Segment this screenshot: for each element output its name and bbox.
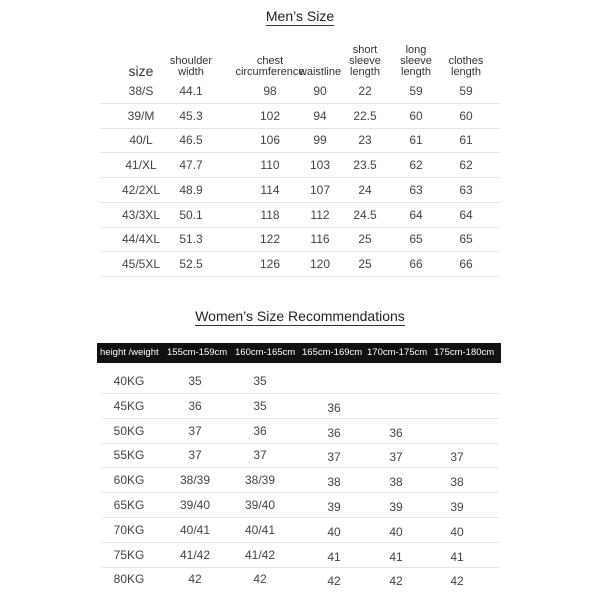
womens-cell: 40KG bbox=[113, 374, 145, 388]
mens-cell: 118 bbox=[260, 207, 280, 222]
womens-cell: 38 bbox=[450, 475, 464, 490]
womens-cell: 41/42 bbox=[179, 547, 211, 562]
mens-table-row bbox=[100, 227, 500, 252]
mens-cell: 106 bbox=[259, 133, 281, 148]
womens-cell: 42 bbox=[389, 574, 403, 589]
womens-table-header bbox=[97, 343, 501, 363]
mens-cell: 59 bbox=[409, 84, 423, 98]
mens-cell: 50.1 bbox=[179, 207, 203, 222]
mens-cell: 48.9 bbox=[179, 182, 203, 197]
mens-cell: 23 bbox=[358, 133, 372, 148]
mens-cell: 90 bbox=[313, 84, 327, 98]
mens-cell: 46.5 bbox=[179, 133, 203, 148]
womens-cell: 37 bbox=[253, 448, 267, 463]
womens-table-row bbox=[102, 418, 499, 444]
womens-cell: 55KG bbox=[113, 448, 145, 463]
mens-cell: 59 bbox=[459, 84, 473, 98]
womens-cell: 60KG bbox=[113, 473, 145, 488]
mens-table-row bbox=[100, 79, 500, 104]
womens-cell: 38/39 bbox=[179, 473, 211, 488]
mens-cell: 112 bbox=[310, 207, 330, 222]
mens-table-row bbox=[100, 104, 500, 129]
mens-header-col-4: short sleeve length bbox=[349, 44, 381, 78]
mens-cell: 114 bbox=[260, 182, 280, 197]
womens-cell: 37 bbox=[450, 450, 464, 465]
womens-table-row bbox=[102, 368, 499, 394]
womens-cell: 38 bbox=[327, 475, 341, 490]
mens-cell: 94 bbox=[313, 108, 327, 123]
mens-table-row bbox=[100, 252, 500, 277]
mens-cell: 25 bbox=[358, 232, 372, 247]
mens-cell: 44/4XL bbox=[121, 232, 161, 247]
mens-cell: 64 bbox=[409, 207, 423, 222]
womens-table-row bbox=[102, 566, 499, 591]
mens-cell: 45/5XL bbox=[121, 256, 161, 271]
womens-cell: 50KG bbox=[113, 423, 145, 438]
mens-cell: 63 bbox=[459, 182, 473, 197]
womens-cell: 37 bbox=[389, 450, 403, 465]
mens-cell: 107 bbox=[309, 182, 331, 197]
mens-header-col-6: clothes length bbox=[448, 55, 484, 78]
mens-header-col-5: long sleeve length bbox=[400, 44, 432, 78]
womens-cell: 41 bbox=[389, 549, 403, 564]
womens-cell: 40 bbox=[327, 524, 341, 539]
mens-cell: 47.7 bbox=[179, 158, 203, 173]
womens-cell: 35 bbox=[188, 374, 202, 388]
mens-cell: 62 bbox=[459, 158, 473, 173]
mens-cell: 110 bbox=[260, 158, 280, 173]
mens-cell: 102 bbox=[259, 108, 281, 123]
womens-cell: 39 bbox=[327, 500, 341, 514]
womens-cell: 37 bbox=[188, 448, 202, 463]
womens-header-col-2: 160cm-165cm bbox=[235, 347, 296, 358]
mens-header-col-3: waistline bbox=[298, 66, 342, 78]
womens-header-col-3: 165cm-169cm bbox=[302, 347, 363, 358]
womens-cell: 38/39 bbox=[244, 473, 276, 488]
womens-table-row bbox=[102, 542, 499, 568]
womens-cell: 40 bbox=[450, 524, 464, 539]
mens-cell: 65 bbox=[459, 232, 473, 247]
mens-cell: 65 bbox=[409, 232, 423, 247]
mens-cell: 44.1 bbox=[179, 84, 203, 98]
womens-table-row bbox=[102, 467, 499, 493]
mens-cell: 61 bbox=[459, 133, 473, 148]
womens-cell: 38 bbox=[389, 475, 403, 490]
womens-size-title bbox=[0, 308, 600, 324]
womens-cell: 42 bbox=[450, 574, 464, 589]
womens-cell: 80KG bbox=[113, 572, 145, 587]
mens-cell: 41/XL bbox=[125, 158, 157, 173]
mens-cell: 39/M bbox=[127, 108, 155, 123]
womens-cell: 41 bbox=[327, 549, 341, 564]
mens-header-col-0: size bbox=[128, 63, 154, 79]
mens-cell: 38/S bbox=[128, 84, 154, 98]
mens-cell: 45.3 bbox=[179, 108, 203, 123]
womens-cell: 45KG bbox=[113, 398, 145, 413]
womens-cell: 40/41 bbox=[179, 522, 211, 537]
mens-cell: 25 bbox=[358, 256, 372, 271]
mens-cell: 63 bbox=[409, 182, 423, 197]
womens-cell: 42 bbox=[327, 574, 341, 589]
womens-cell: 40 bbox=[389, 524, 403, 539]
mens-header-col-2: chest circumference bbox=[235, 55, 305, 78]
mens-cell: 22.5 bbox=[353, 108, 377, 123]
womens-cell: 36 bbox=[389, 425, 403, 440]
womens-cell: 41 bbox=[450, 549, 464, 564]
mens-size-title bbox=[0, 8, 600, 24]
mens-cell: 60 bbox=[459, 108, 473, 123]
womens-cell: 36 bbox=[327, 425, 341, 440]
mens-table-row bbox=[100, 203, 500, 228]
womens-cell: 75KG bbox=[113, 547, 145, 562]
mens-cell: 23.5 bbox=[353, 158, 377, 173]
womens-table-row bbox=[102, 393, 499, 419]
womens-table-row bbox=[102, 492, 499, 518]
mens-cell: 24 bbox=[358, 182, 372, 197]
womens-cell: 39 bbox=[450, 500, 464, 514]
womens-size-title-text: Women’s Size Recommendations bbox=[195, 308, 405, 324]
mens-table-row bbox=[100, 128, 500, 153]
mens-cell: 51.3 bbox=[179, 232, 203, 247]
mens-cell: 52.5 bbox=[179, 256, 203, 271]
mens-cell: 126 bbox=[259, 256, 281, 271]
mens-cell: 66 bbox=[459, 256, 473, 271]
womens-cell: 36 bbox=[188, 398, 202, 413]
mens-cell: 64 bbox=[459, 207, 473, 222]
mens-cell: 42/2XL bbox=[121, 182, 161, 197]
womens-cell: 39/40 bbox=[179, 498, 211, 512]
mens-cell: 24.5 bbox=[353, 207, 377, 222]
mens-cell: 103 bbox=[309, 158, 331, 173]
womens-cell: 40/41 bbox=[244, 522, 276, 537]
mens-cell: 61 bbox=[409, 133, 423, 148]
womens-header-col-1: 155cm-159cm bbox=[167, 347, 228, 358]
mens-cell: 99 bbox=[313, 133, 327, 148]
mens-cell: 43/3XL bbox=[121, 207, 161, 222]
womens-cell: 42 bbox=[253, 572, 267, 587]
womens-cell: 37 bbox=[188, 423, 202, 438]
womens-cell: 37 bbox=[327, 450, 341, 465]
womens-table-row bbox=[102, 442, 499, 468]
womens-cell: 41/42 bbox=[244, 547, 276, 562]
mens-table-row bbox=[100, 153, 500, 178]
womens-cell: 35 bbox=[253, 374, 267, 388]
mens-header-col-1: shoulder width bbox=[169, 55, 213, 78]
womens-table-row bbox=[102, 517, 499, 543]
womens-cell: 36 bbox=[253, 423, 267, 438]
womens-cell: 39/40 bbox=[244, 498, 276, 512]
womens-cell: 70KG bbox=[113, 522, 145, 537]
womens-header-col-0: height /weight bbox=[100, 347, 159, 358]
womens-cell: 36 bbox=[327, 400, 341, 415]
mens-cell: 62 bbox=[409, 158, 423, 173]
womens-cell: 39 bbox=[389, 500, 403, 514]
mens-cell: 116 bbox=[310, 232, 330, 247]
womens-cell: 42 bbox=[188, 572, 202, 587]
mens-cell: 60 bbox=[409, 108, 423, 123]
womens-cell: 35 bbox=[253, 398, 267, 413]
mens-cell: 98 bbox=[263, 84, 277, 98]
mens-cell: 66 bbox=[409, 256, 423, 271]
womens-header-col-4: 170cm-175cm bbox=[367, 347, 428, 358]
mens-table-row bbox=[100, 178, 500, 203]
mens-cell: 40/L bbox=[129, 133, 153, 148]
womens-cell: 65KG bbox=[113, 498, 145, 512]
mens-cell: 120 bbox=[309, 256, 331, 271]
womens-header-col-5: 175cm-180cm bbox=[434, 347, 495, 358]
mens-cell: 122 bbox=[259, 232, 281, 247]
mens-cell: 22 bbox=[358, 84, 372, 98]
mens-table-header bbox=[100, 38, 500, 78]
mens-size-title-text: Men’s Size bbox=[265, 8, 335, 24]
